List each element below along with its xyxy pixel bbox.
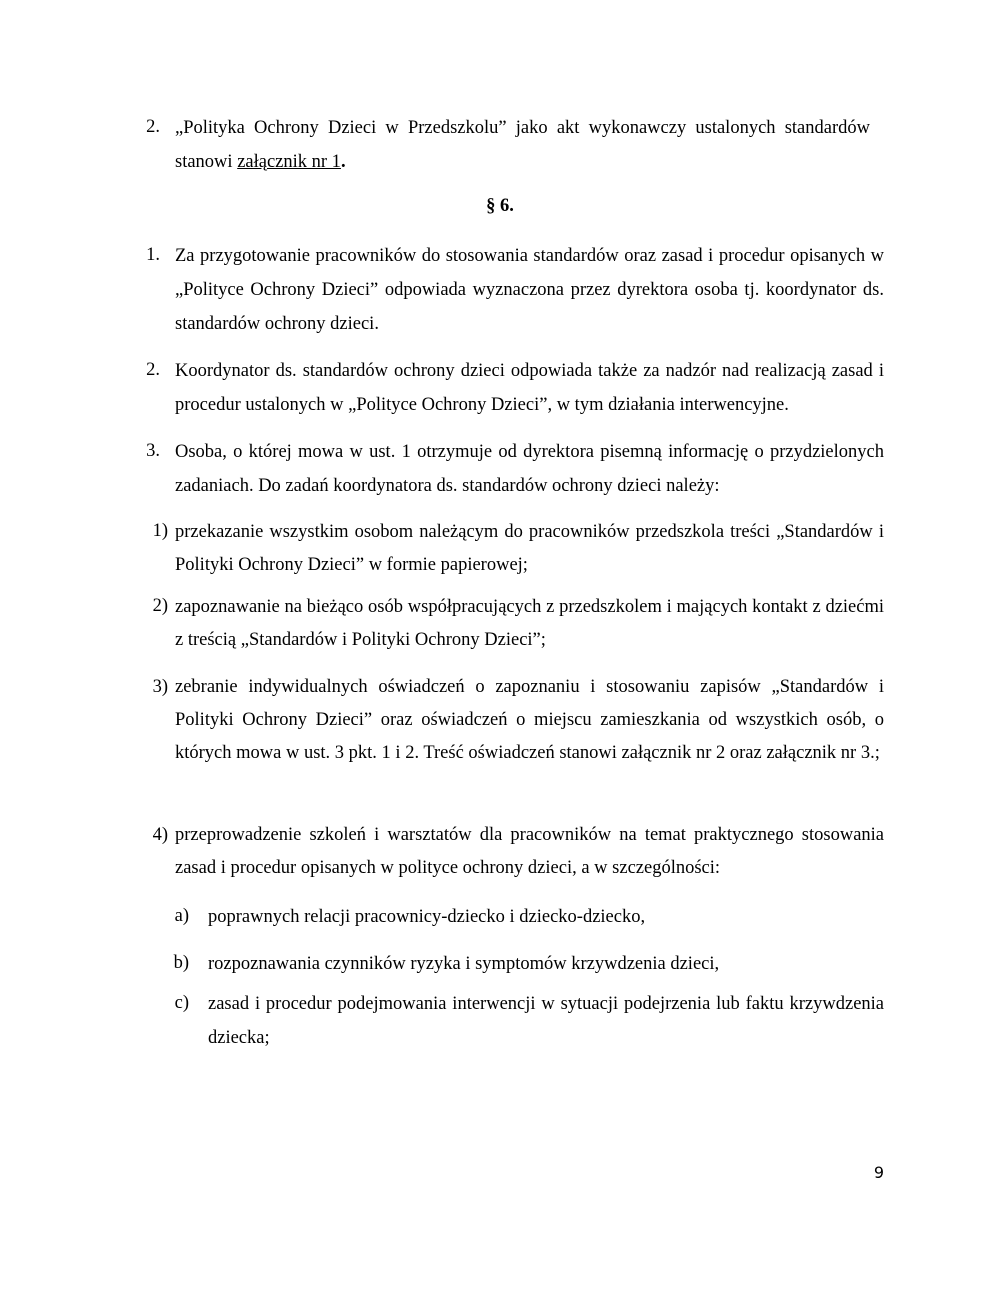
task-text: przekazanie wszystkim osobom należącym do pracowników przedszkola treści „Standardów i Polityki Ochrony Dzieci” w formie papierowej; <box>175 522 884 575</box>
task-number: 1) <box>152 521 168 541</box>
subtask-letter: c) <box>174 993 189 1013</box>
task-number: 2) <box>152 596 168 616</box>
task-text: zebranie indywidualnych oświadczeń o zapoznaniu i stosowaniu zapisów „Standardów i Polityki Ochrony Dzieci” oraz oświadczeń o miejscu zamieszkania od wszystkich osób, o których mowa w ust. 3 pkt. 1 i 2. Treść oświadczeń stanowi załącznik nr 2 oraz załącznik nr 3.; <box>175 677 884 763</box>
task-number: 3) <box>152 677 168 697</box>
point-number: 2. <box>146 360 160 380</box>
task-number: 4) <box>152 825 168 845</box>
intro-end: . <box>340 152 346 172</box>
section-heading: § 6. <box>486 196 514 216</box>
task-text: przeprowadzenie szkoleń i warsztatów dla pracowników na temat praktycznego stosowania zasad i procedur opisanych w polityce ochrony dzieci, a w szczególności: <box>175 825 884 878</box>
attachment-link: załącznik nr 1 <box>237 152 341 172</box>
subtask-text: poprawnych relacji pracownicy-dziecko i dziecko-dziecko, <box>208 907 646 927</box>
intro-number: 2. <box>146 117 160 137</box>
point-number: 3. <box>146 441 160 461</box>
point-text: Koordynator ds. standardów ochrony dzieci odpowiada także za nadzór nad realizacją zasad i procedur ustalonych w „Polityce Ochrony Dzieci”, w tym działania interwencyjne. <box>175 361 884 415</box>
subtask-text: rozpoznawania czynników ryzyka i symptomów krzywdzenia dzieci, <box>208 954 720 974</box>
intro-text: „Polityka Ochrony Dzieci w Przedszkolu” jako akt wykonawczy ustalonych standardów stanowi <box>175 118 870 172</box>
subtask-text: zasad i procedur podejmowania interwencji w sytuacji podejrzenia lub faktu krzywdzenia dziecka; <box>208 994 884 1048</box>
subtask-letter: a) <box>174 906 189 926</box>
point-text: Osoba, o której mowa w ust. 1 otrzymuje od dyrektora pisemną informację o przydzielonych zadaniach. Do zadań koordynatora ds. standardów ochrony dzieci należy: <box>175 442 884 496</box>
intro-paragraph <box>175 111 870 179</box>
subtask-letter: b) <box>173 953 189 973</box>
point-text: Za przygotowanie pracowników do stosowania standardów oraz zasad i procedur opisanych w „Polityce Ochrony Dzieci” odpowiada wyznaczona przez dyrektora osoba tj. koordynator ds. standardów ochrony dzieci. <box>175 246 884 334</box>
task-text: zapoznawanie na bieżąco osób współpracujących z przedszkolem i mających kontakt z dziećmi z treścią „Standardów i Polityki Ochrony Dzieci”; <box>175 597 884 650</box>
point-number: 1. <box>146 245 160 265</box>
page-number: 9 <box>873 1163 884 1182</box>
